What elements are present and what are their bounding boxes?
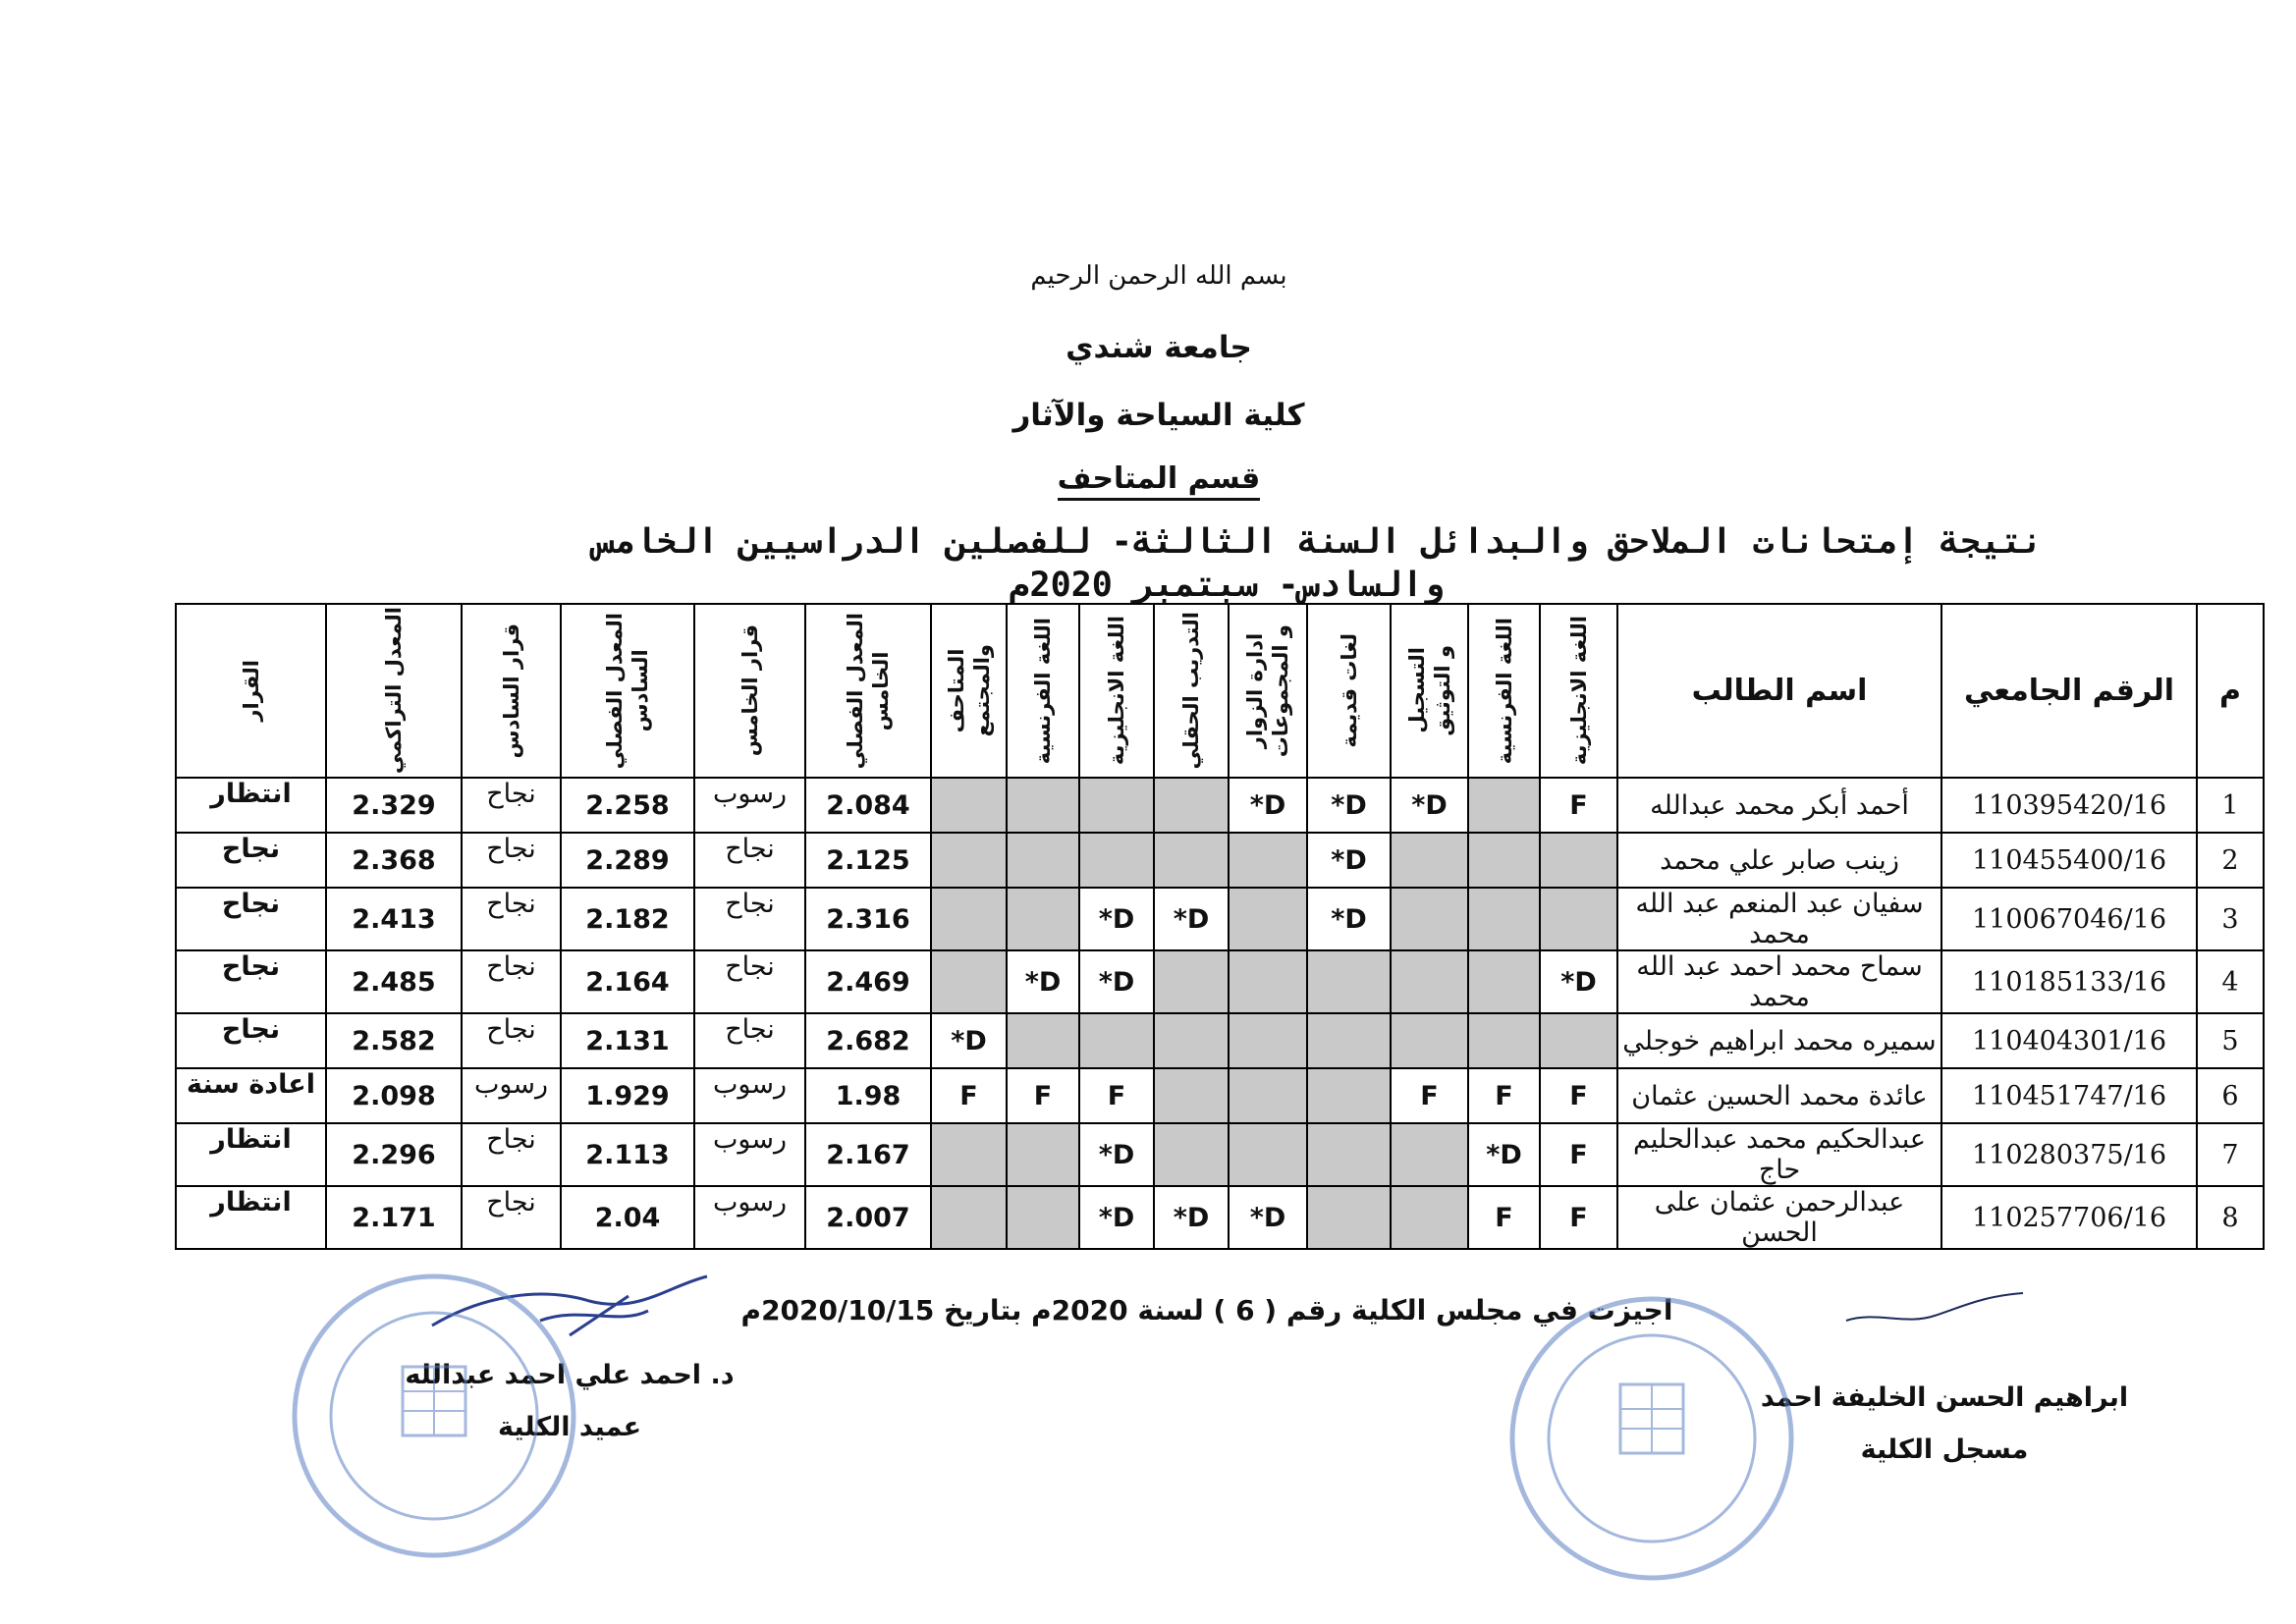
cell-name: سفيان عبد المنعم عبد الله محمد [1617, 888, 1941, 950]
cell-dec5: نجاح [694, 950, 805, 1013]
cell-gpa5: 2.125 [805, 833, 931, 888]
cell-s6-field: D* [1154, 1186, 1229, 1249]
col-university-id: الرقم الجامعي [1941, 604, 2197, 778]
department-label: قسم المتاحف [1058, 461, 1261, 501]
cell-s5-english [1540, 1013, 1617, 1068]
col-cgpa-label: المعدل التراكمي [382, 607, 406, 775]
cell-id: 110451747/16 [1941, 1068, 2197, 1123]
cell-gpa6: 2.164 [561, 950, 694, 1013]
cell-s5-ancient-lang [1307, 1123, 1391, 1186]
cell-s5-visitors [1229, 1123, 1307, 1186]
cell-s5-ancient-lang [1307, 1068, 1391, 1123]
cell-dec6: نجاح [462, 778, 561, 833]
cell-gpa5: 2.316 [805, 888, 931, 950]
cell-s6-english [1079, 778, 1154, 833]
cell-dec5: رسوب [694, 1068, 805, 1123]
university-name: جامعة شندي [1066, 330, 1252, 365]
cell-s5-english [1540, 888, 1617, 950]
cell-cgpa: 2.368 [326, 833, 462, 888]
cell-name: سماح محمد احمد عبد الله محمد [1617, 950, 1941, 1013]
cell-s5-documentation [1391, 950, 1468, 1013]
cell-gpa5: 1.98 [805, 1068, 931, 1123]
cell-cgpa: 2.171 [326, 1186, 462, 1249]
cell-cgpa: 2.296 [326, 1123, 462, 1186]
cell-gpa5: 2.682 [805, 1013, 931, 1068]
col-gpa5 [805, 604, 931, 778]
col-s6-english [1079, 604, 1154, 778]
col-decision [176, 604, 326, 778]
cell-s6-museums-society [931, 950, 1007, 1013]
cell-cgpa: 2.485 [326, 950, 462, 1013]
col-cgpa [326, 604, 462, 778]
col-decision-label: القرار [239, 660, 263, 722]
cell-name: أحمد أبكر محمد عبدالله [1617, 778, 1941, 833]
cell-id: 110185133/16 [1941, 950, 2197, 1013]
col-student-name: اسم الطالب [1617, 604, 1941, 778]
col-gpa6-label: المعدل الفصلي السادس [603, 612, 652, 770]
cell-dec6: نجاح [462, 1013, 561, 1068]
cell-s5-ancient-lang: D* [1307, 778, 1391, 833]
cell-s6-english: D* [1079, 1123, 1154, 1186]
cell-s5-visitors [1229, 888, 1307, 950]
cell-s6-museums-society [931, 833, 1007, 888]
cell-dec6: رسوب [462, 1068, 561, 1123]
basmala: بسم الله الرحمن الرحيم [1030, 261, 1287, 291]
cell-dec6: نجاح [462, 950, 561, 1013]
cell-s5-ancient-lang [1307, 1013, 1391, 1068]
cell-s6-french: F [1007, 1068, 1079, 1123]
cell-gpa6: 2.113 [561, 1123, 694, 1186]
cell-s6-french [1007, 833, 1079, 888]
cell-index: 6 [2197, 1068, 2264, 1123]
cell-s5-ancient-lang [1307, 1186, 1391, 1249]
cell-s6-english: D* [1079, 888, 1154, 950]
cell-s5-ancient-lang [1307, 950, 1391, 1013]
cell-dec5: رسوب [694, 1123, 805, 1186]
cell-index: 8 [2197, 1186, 2264, 1249]
cell-dec5: رسوب [694, 778, 805, 833]
cell-s6-field [1154, 950, 1229, 1013]
cell-decision: اعادة سنة [176, 1068, 326, 1123]
council-approval: اجيزت في مجلس الكلية رقم ( 6 ) لسنة 2020م بتاريخ 2020/10/15م [740, 1294, 1673, 1326]
table-row [176, 833, 2264, 888]
cell-id: 110257706/16 [1941, 1186, 2197, 1249]
cell-s5-documentation [1391, 833, 1468, 888]
cell-decision: انتظار [176, 1123, 326, 1186]
col-s6-french [1007, 604, 1079, 778]
col-gpa5-label: المعدل الفصلي الخامس [844, 612, 893, 770]
cell-s5-documentation [1391, 1186, 1468, 1249]
title-line-2: والسادس- سبتمبر 2020م [1009, 566, 1444, 605]
cell-gpa5: 2.084 [805, 778, 931, 833]
cell-s5-documentation: D* [1391, 778, 1468, 833]
col-dec6-label: قرار السادس [499, 623, 523, 759]
col-s5-visitors-label: ادارة الزوار و المجموعات [1243, 623, 1292, 758]
col-dec5-label: قرار الخامس [738, 624, 762, 757]
table-row [176, 888, 2264, 950]
cell-s5-english [1540, 833, 1617, 888]
table-row [176, 1123, 2264, 1186]
cell-index: 1 [2197, 778, 2264, 833]
college-name: كلية السياحة والآثار [1012, 398, 1305, 433]
cell-s5-english: F [1540, 1123, 1617, 1186]
cell-s6-museums-society: F [931, 1068, 1007, 1123]
cell-decision: نجاح [176, 833, 326, 888]
document-title [412, 520, 2043, 607]
cell-s5-french [1468, 1013, 1540, 1068]
col-s5-documentation-label: التسجيل و التوثيق [1404, 645, 1454, 736]
table-row [176, 1013, 2264, 1068]
cell-s5-visitors [1229, 1013, 1307, 1068]
cell-name: عائدة محمد الحسين عثمان [1617, 1068, 1941, 1123]
cell-index: 3 [2197, 888, 2264, 950]
cell-s6-french [1007, 1186, 1079, 1249]
cell-cgpa: 2.329 [326, 778, 462, 833]
cell-name: زينب صابر علي محمد [1617, 833, 1941, 888]
table-row [176, 1068, 2264, 1123]
col-s5-english [1540, 604, 1617, 778]
cell-s5-ancient-lang: D* [1307, 888, 1391, 950]
cell-cgpa: 2.413 [326, 888, 462, 950]
cell-s6-french [1007, 1013, 1079, 1068]
col-s6-english-label: اللغة الانجليزية [1105, 616, 1128, 766]
cell-s6-field [1154, 778, 1229, 833]
cell-dec6: نجاح [462, 888, 561, 950]
cell-index: 2 [2197, 833, 2264, 888]
cell-s5-documentation [1391, 1013, 1468, 1068]
cell-s5-french [1468, 888, 1540, 950]
cell-s5-visitors [1229, 833, 1307, 888]
cell-s6-french [1007, 888, 1079, 950]
cell-dec6: نجاح [462, 1186, 561, 1249]
cell-s5-french [1468, 833, 1540, 888]
cell-s5-english: F [1540, 778, 1617, 833]
cell-gpa6: 2.04 [561, 1186, 694, 1249]
cell-gpa5: 2.007 [805, 1186, 931, 1249]
cell-dec6: نجاح [462, 1123, 561, 1186]
cell-gpa6: 2.182 [561, 888, 694, 950]
cell-s6-museums-society [931, 1123, 1007, 1186]
col-s6-museums-society [931, 604, 1007, 778]
cell-s5-visitors: D* [1229, 778, 1307, 833]
cell-s6-museums-society [931, 778, 1007, 833]
results-table [175, 603, 2265, 1250]
cell-decision: انتظار [176, 1186, 326, 1249]
col-index: م [2197, 604, 2264, 778]
table-row [176, 950, 2264, 1013]
department-name [79, 461, 2239, 496]
cell-decision: نجاح [176, 1013, 326, 1068]
cell-gpa6: 2.131 [561, 1013, 694, 1068]
cell-s6-english [1079, 833, 1154, 888]
cell-dec6: نجاح [462, 833, 561, 888]
cell-s5-english: F [1540, 1186, 1617, 1249]
cell-gpa6: 1.929 [561, 1068, 694, 1123]
col-s5-ancient-lang-label: لغات قديمة [1337, 633, 1361, 748]
cell-index: 4 [2197, 950, 2264, 1013]
cell-s6-field: D* [1154, 888, 1229, 950]
col-s6-field [1154, 604, 1229, 778]
col-dec5 [694, 604, 805, 778]
cell-s5-english: F [1540, 1068, 1617, 1123]
registrar-handwritten-signature [1836, 1281, 2033, 1340]
cell-gpa5: 2.469 [805, 950, 931, 1013]
cell-s5-french: F [1468, 1068, 1540, 1123]
cell-id: 110455400/16 [1941, 833, 2197, 888]
cell-cgpa: 2.098 [326, 1068, 462, 1123]
cell-s6-museums-society [931, 1186, 1007, 1249]
col-dec6 [462, 604, 561, 778]
cell-s6-field [1154, 1068, 1229, 1123]
cell-dec5: نجاح [694, 1013, 805, 1068]
cell-s6-field [1154, 833, 1229, 888]
cell-name: عبدالحكيم محمد عبدالحليم حاج [1617, 1123, 1941, 1186]
cell-name: عبدالرحمن عثمان على الحسن [1617, 1186, 1941, 1249]
col-s5-visitors [1229, 604, 1307, 778]
registrar-name: ابراهيم الحسن الخليفة احمد [1760, 1382, 2129, 1413]
cell-dec5: نجاح [694, 888, 805, 950]
col-s5-french [1468, 604, 1540, 778]
col-s5-documentation [1391, 604, 1468, 778]
dean-title: عميد الكلية [497, 1412, 642, 1442]
cell-s6-english: D* [1079, 950, 1154, 1013]
cell-index: 7 [2197, 1123, 2264, 1186]
cell-s6-museums-society [931, 888, 1007, 950]
cell-index: 5 [2197, 1013, 2264, 1068]
cell-name: سميره محمد ابراهيم خوجلي [1617, 1013, 1941, 1068]
cell-decision: نجاح [176, 950, 326, 1013]
cell-s6-english: F [1079, 1068, 1154, 1123]
col-s6-field-label: التدريب الحقلي [1179, 612, 1203, 770]
cell-id: 110280375/16 [1941, 1123, 2197, 1186]
cell-s6-field [1154, 1013, 1229, 1068]
cell-s5-documentation: F [1391, 1068, 1468, 1123]
cell-s6-french [1007, 778, 1079, 833]
table-header-row [176, 604, 2264, 778]
cell-s6-english [1079, 1013, 1154, 1068]
cell-dec5: نجاح [694, 833, 805, 888]
cell-cgpa: 2.582 [326, 1013, 462, 1068]
cell-decision: نجاح [176, 888, 326, 950]
dean-stamp-seal [287, 1269, 581, 1563]
cell-s5-french: D* [1468, 1123, 1540, 1186]
cell-decision: انتظار [176, 778, 326, 833]
cell-s6-french [1007, 1123, 1079, 1186]
cell-s5-french: F [1468, 1186, 1540, 1249]
registrar-title: مسجل الكلية [1860, 1435, 2029, 1465]
cell-s5-visitors [1229, 950, 1307, 1013]
cell-gpa6: 2.289 [561, 833, 694, 888]
cell-s5-documentation [1391, 1123, 1468, 1186]
col-gpa6 [561, 604, 694, 778]
cell-s6-english: D* [1079, 1186, 1154, 1249]
table-body [176, 778, 2264, 1249]
cell-gpa5: 2.167 [805, 1123, 931, 1186]
cell-id: 110404301/16 [1941, 1013, 2197, 1068]
cell-s6-french: D* [1007, 950, 1079, 1013]
col-s5-ancient-lang [1307, 604, 1391, 778]
cell-s6-museums-society: D* [931, 1013, 1007, 1068]
cell-id: 110067046/16 [1941, 888, 2197, 950]
cell-id: 110395420/16 [1941, 778, 2197, 833]
registrar-signature-block [1748, 1382, 2141, 1465]
cell-s5-documentation [1391, 888, 1468, 950]
cell-s5-french [1468, 778, 1540, 833]
cell-gpa6: 2.258 [561, 778, 694, 833]
cell-s5-english: D* [1540, 950, 1617, 1013]
dean-name: د. احمد علي احمد عبدالله [405, 1360, 735, 1390]
cell-s6-field [1154, 1123, 1229, 1186]
col-s6-french-label: اللغة الفرنسية [1031, 617, 1055, 765]
cell-dec5: رسوب [694, 1186, 805, 1249]
table-row [176, 778, 2264, 833]
cell-s5-visitors: D* [1229, 1186, 1307, 1249]
col-s6-museums-society-label: المتاحف والمجتمع [944, 644, 994, 737]
cell-s5-ancient-lang: D* [1307, 833, 1391, 888]
table-row [176, 1186, 2264, 1249]
registrar-stamp-seal [1504, 1291, 1799, 1586]
cell-s5-visitors [1229, 1068, 1307, 1123]
col-s5-english-label: اللغة الانجليزية [1566, 616, 1591, 766]
cell-s5-french [1468, 950, 1540, 1013]
col-s5-french-label: اللغة الفرنسية [1492, 617, 1516, 765]
title-line-1: نتيجة إمتحانات الملاحق والبدائل السنة الثالثة- للفصلين الدراسيين الخامس [593, 522, 2043, 562]
